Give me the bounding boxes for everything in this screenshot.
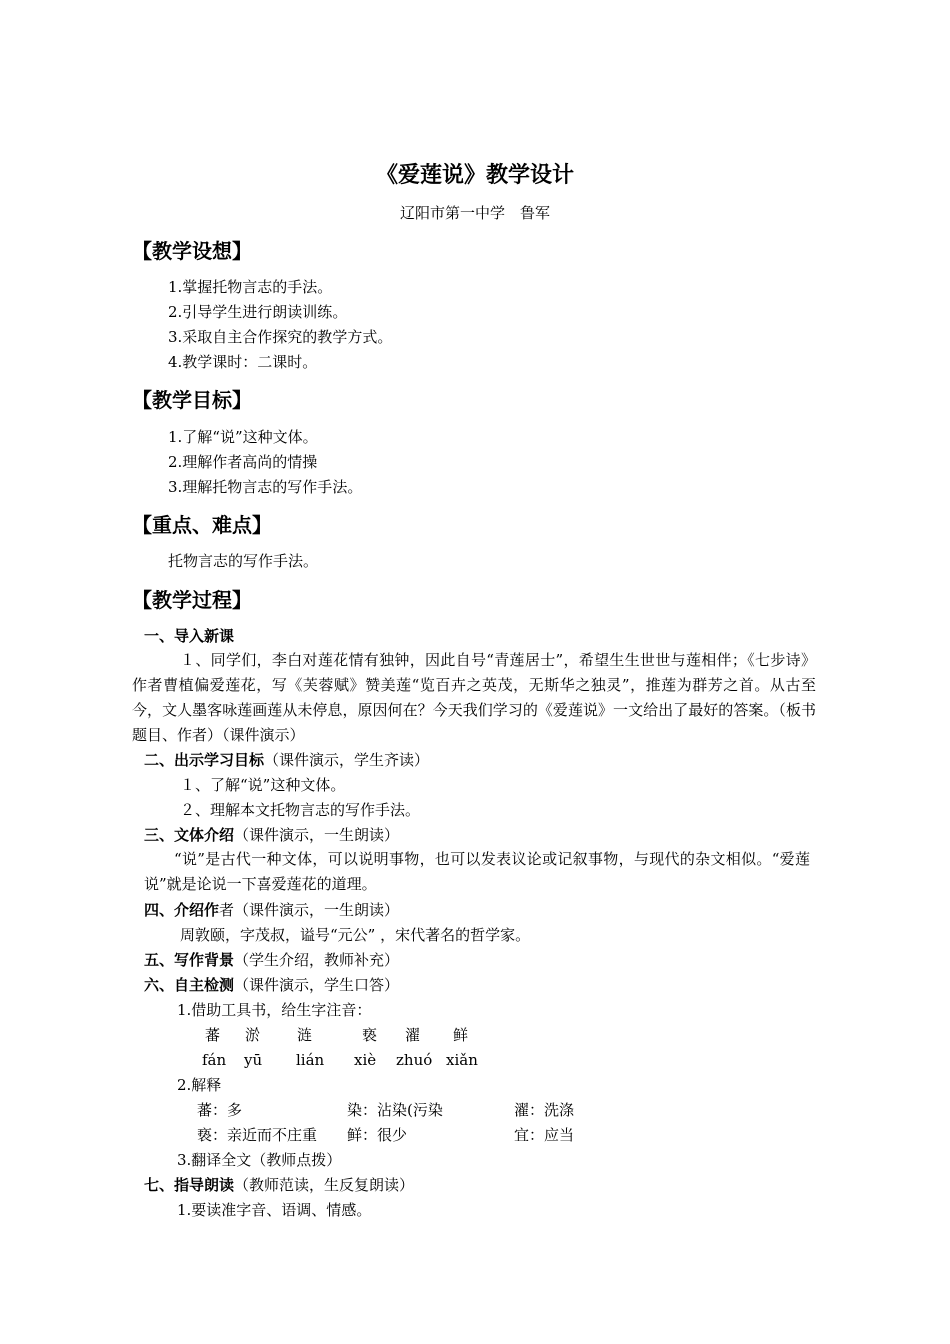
vocab-pinyin: zhuó <box>396 1051 433 1069</box>
vocab-char: 涟 <box>297 1026 313 1044</box>
vocab-char: 蕃 <box>205 1026 221 1044</box>
step-label: 七、指导朗读 <box>144 1176 235 1194</box>
list-item: 4.教学课时：二课时。 <box>168 353 318 371</box>
step-label: 三、文体介绍 <box>144 826 235 844</box>
list-item: 2.理解作者高尚的情操 <box>168 453 318 471</box>
section-heading-concept: 【教学设想】 <box>132 239 252 263</box>
vocab-char: 鲜 <box>453 1026 469 1044</box>
list-item: １、了解“说”这种文体。 <box>180 776 346 794</box>
list-item: 1.了解“说”这种文体。 <box>168 428 318 446</box>
list-item: 2.引导学生进行朗读训练。 <box>168 303 348 321</box>
step-note: （课件演示，学生口答） <box>234 976 400 994</box>
genre-paragraph: “说”是古代一种文体，可以说明事物，也可以发表议论或记叙事物，与现代的杂文相似。“爱莲说”就是论说一下喜爱莲花的道理。 <box>144 850 810 893</box>
step-line <box>144 750 429 770</box>
intro-paragraph: １、同学们，李白对莲花情有独钟，因此自号“青莲居士”，希望生生世世与莲相伴；《七步诗》作者曹植偏爱莲花，写《芙蓉赋》赞美莲“览百卉之英茂，无斯华之独灵”，推莲为群芳之首。从古至今，文人墨客咏莲画莲从未停息，原因何在？今天我们学习的《爱莲说》一文给出了最好的答案。（板书题目、作者）（课件演示） <box>132 651 816 744</box>
step-note: （教师范读，生反复朗读） <box>234 1176 415 1194</box>
gloss-item: 鲜：很少 <box>347 1126 408 1144</box>
step-label: 五、写作背景 <box>144 951 235 969</box>
vocab-pinyin: xiǎn <box>446 1051 478 1069</box>
keypoints-text: 托物言志的写作手法。 <box>168 552 319 570</box>
page-title: 《爱莲说》教学设计 <box>375 163 574 188</box>
step-label: 六、自主检测 <box>144 976 235 994</box>
step-label: 二、出示学习目标 <box>144 751 265 769</box>
list-item: 3.采取自主合作探究的教学方式。 <box>168 328 393 346</box>
section-heading-goals: 【教学目标】 <box>132 388 252 412</box>
vocab-pinyin: xiè <box>354 1051 377 1069</box>
gloss-item: 染：沾染(污染 <box>347 1101 443 1119</box>
gloss-item: 蕃：多 <box>197 1101 243 1119</box>
step-note: （课件演示，一生朗读） <box>234 826 400 844</box>
author-line: 辽阳市第一中学 鲁军 <box>399 204 550 222</box>
step-line <box>144 950 399 970</box>
section-heading-keypoints: 【重点、难点】 <box>132 513 272 537</box>
step-line <box>144 825 399 845</box>
vocab-char: 亵 <box>362 1026 378 1044</box>
step-line <box>144 975 399 995</box>
gloss-item: 亵：亲近而不庄重 <box>197 1126 318 1144</box>
step-line <box>144 900 399 920</box>
vocab-pinyin: yū <box>244 1051 263 1069</box>
sub-item: 3.翻译全文（教师点拨） <box>177 1151 342 1169</box>
step-label: 四、介绍作 <box>144 901 220 919</box>
vocab-pinyin: fán <box>202 1051 227 1069</box>
step-label: 一、导入新课 <box>144 627 235 645</box>
vocab-pinyin: lián <box>296 1051 325 1069</box>
list-item: 1.掌握托物言志的手法。 <box>168 278 333 296</box>
gloss-item: 濯：洗涤 <box>514 1101 575 1119</box>
vocab-char: 淤 <box>245 1026 261 1044</box>
sub-item: 1.借助工具书，给生字注音： <box>177 1001 372 1019</box>
step-note: （课件演示，一生朗读） <box>234 901 400 919</box>
list-item: 3.理解托物言志的写作手法。 <box>168 478 363 496</box>
step-note: （课件演示，学生齐读） <box>264 751 430 769</box>
section-heading-process: 【教学过程】 <box>132 588 252 612</box>
vocab-char: 濯 <box>405 1026 421 1044</box>
list-item: ２、理解本文托物言志的写作手法。 <box>180 801 421 819</box>
step-note: （学生介绍，教师补充） <box>234 951 400 969</box>
step-label-tail: 者 <box>219 901 235 919</box>
sub-item: 2.解释 <box>177 1076 222 1094</box>
sub-item: 1.要读准字音、语调、情感。 <box>177 1201 372 1219</box>
step-line <box>144 1175 414 1195</box>
author-intro-text: 周敦颐，字茂叔，谥号“元公” ，宋代著名的哲学家。 <box>180 926 531 944</box>
gloss-item: 宜：应当 <box>514 1126 575 1144</box>
